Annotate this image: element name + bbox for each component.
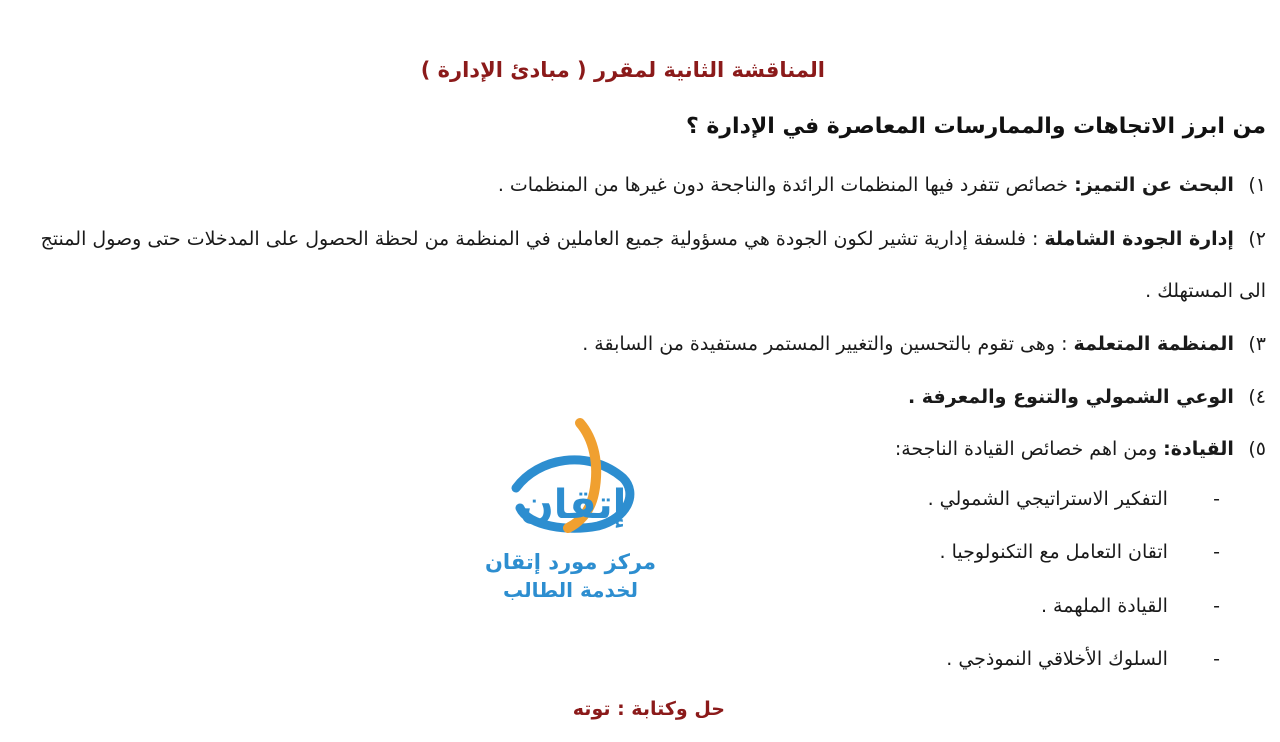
item-text: : فلسفة إدارية تشير لكون الجودة هي مسؤولية جميع العاملين في المنظمة من لحظة الحصول على المدخلات حتى وصول المنتج الى المستهلك . [40,228,1266,302]
sub-item-text: القيادة الملهمة . [1040,595,1168,617]
bullet-dash: - [1213,595,1220,617]
bullet-dash: - [1213,648,1220,670]
question-heading: من ابرز الاتجاهات والممارسات المعاصرة في الإدارة ؟ [685,114,1266,139]
sub-list-item [928,488,1220,510]
center-logo [478,418,663,608]
page-title: المناقشة الثانية لمقرر ( مبادئ الإدارة ) [420,58,825,82]
sub-list-item [940,541,1221,563]
item-number: ٣) [1248,333,1266,355]
list-item-3 [582,329,1266,359]
list-item-5 [895,434,1266,464]
item-number: ١) [1248,174,1266,196]
item-number: ٢) [1248,228,1266,250]
sub-list-item [946,648,1220,670]
list-item-2 [14,213,1266,317]
logo-line-2: لخدمة الطالب [503,578,638,602]
bullet-dash: - [1213,541,1220,563]
logo-line-1: مركز مورد إتقان [484,550,656,574]
item-number: ٤) [1248,386,1266,408]
sub-item-text: اتقان التعامل مع التكنولوجيا . [939,541,1168,563]
sub-list-item [1041,595,1220,617]
item-number: ٥) [1248,438,1266,460]
bullet-dash: - [1213,488,1220,510]
item-text: : وهى تقوم بالتحسين والتغيير المستمر مستفيدة من السابقة . [582,333,1068,355]
list-item-4 [908,382,1266,412]
author-credit: حل وكتابة : توته [572,698,725,720]
item-label: المنظمة المتعلمة [1073,333,1234,355]
sub-item-text: السلوك الأخلاقي النموذجي . [946,648,1168,670]
logo-word: إتقان [519,482,627,528]
logo-mark [498,418,648,548]
item-text: ومن اهم خصائص القيادة الناجحة: [894,438,1158,460]
item-label: القيادة: [1163,438,1234,460]
list-item-1 [498,170,1266,200]
item-label: إدارة الجودة الشاملة [1044,228,1234,250]
item-label: البحث عن التميز: [1074,174,1234,196]
sub-item-text: التفكير الاستراتيجي الشمولي . [927,488,1168,510]
item-text: خصائص تتفرد فيها المنظمات الرائدة والناجحة دون غيرها من المنظمات . [497,174,1069,196]
item-label: الوعي الشمولي والتنوع والمعرفة . [907,386,1234,408]
